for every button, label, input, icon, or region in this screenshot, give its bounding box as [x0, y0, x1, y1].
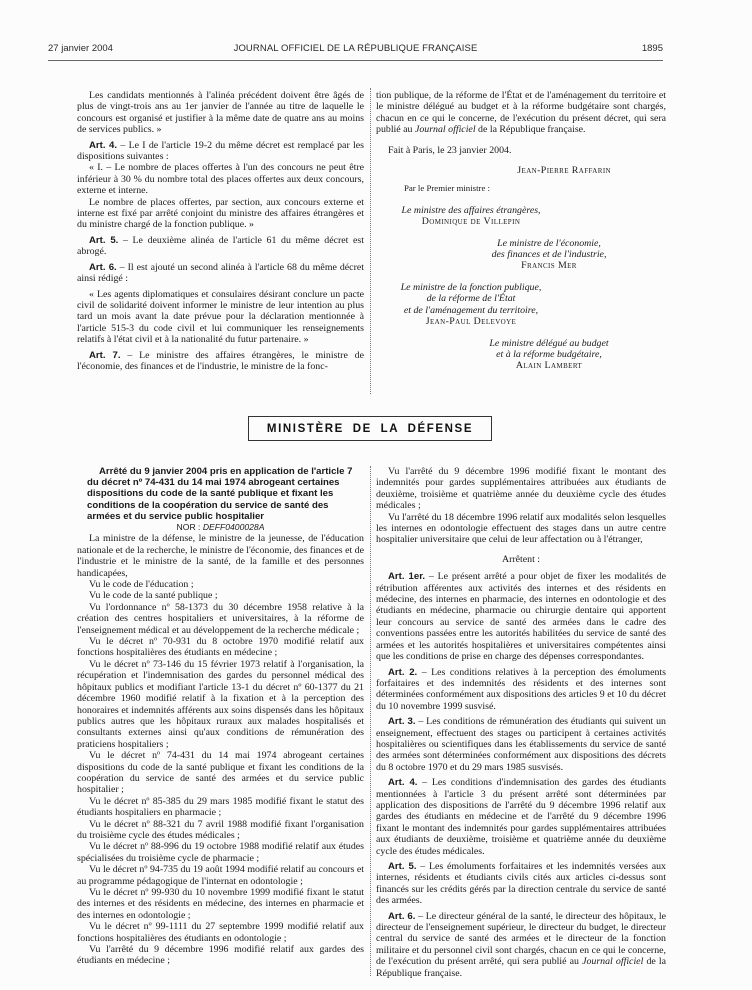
fait-a-paris: Fait à Paris, le 23 janvier 2004.	[388, 144, 512, 156]
visa-item: Vu le décret nº 99-1111 du 27 septembre 1999 modifié relatif aux fonctions hospitalières des étudiants en odontologie ;	[77, 921, 364, 944]
visa-item: Vu le code de la santé publique ;	[89, 590, 218, 602]
signatory-block	[376, 205, 566, 228]
quote: « I. – Le nombre de places offertes à l'un des concours ne peut être inférieur à 30 % du nombre total des places offertes aux deux concours, externe et interne.	[77, 162, 364, 197]
signatory-title: Le ministre de l'économie,	[497, 237, 601, 249]
article-6	[376, 911, 666, 979]
article-text: – Il est ajouté un second alinéa à l'article 68 du même décret ainsi rédigé :	[77, 261, 364, 285]
continuation	[376, 90, 666, 136]
article-label: Art. 4.	[89, 139, 118, 151]
paragraph: Les candidats mentionnés à l'alinéa précédent doivent être âgés de plus de vingt-trois ans au 1er janvier de l'année au titre de laquelle le concours est organisé et justifier à la même date de quatre ans au moins de services publics. »	[77, 90, 364, 136]
article-text: – Le ministre des affaires étrangères, le ministre de l'économie, des finances et de l'industrie, le ministre de la fonc-	[77, 349, 364, 372]
article-4	[77, 140, 364, 163]
signatory-name: Dominique de Villepin	[421, 216, 521, 228]
journal-officiel-ref: Journal officiel	[414, 124, 476, 136]
quote: « Les agents diplomatiques et consulaires désirant conclure un pacte civil de solidarité doivent informer le ministre de leur intention au plus tard un mois avant la date prévue pour la déclaration mentionnée à l'article 515-3 du code civil et lui communiquer les renseignements relatifs à l'état civil et à la nationalité du futur partenaire. »	[77, 288, 364, 346]
article	[376, 777, 666, 857]
article-label: Art. 7.	[89, 349, 121, 361]
visa-item: Vu le décret nº 85-385 du 29 mars 1985 modifié fixant le statut des étudiants hospitaliers en pharmacie ;	[77, 795, 364, 819]
signatory-name: Jean-Pierre Raffarin	[517, 165, 611, 177]
visa-item: Vu l'arrêté du 9 décembre 1996 modifié fixant le montant des indemnités pour gardes supplémentaires attribuées aux étudiants de deuxième, troisième et quatrième année du deuxième cycle des études médicales ;	[376, 466, 666, 512]
article-text: – Les conditions de rémunération des étudiants qui suivent un enseignement, effectuent des stages ou participent à certaines activités hospitalières ou scientifiques dans les établissements du service de santé des armées sont déterminées conformément aux dispositions des décrets du 8 octobre 1970 et du 29 mars 1985 susvisés.	[376, 716, 666, 773]
visa-item: Vu le décret nº 88-996 du 19 octobre 1988 modifié relatif aux études spécialisées du troisième cycle de pharmacie ;	[77, 841, 364, 864]
visa-item: Vu le décret nº 99-930 du 10 novembre 1999 modifié fixant le statut des internes et des résidents en médecine, des internes en pharmacie et des internes en odontologie ;	[77, 887, 364, 921]
visas-list-continued	[376, 466, 666, 546]
visas-list	[77, 579, 364, 967]
article	[376, 571, 666, 662]
signatory-block	[454, 238, 644, 272]
header-rule	[48, 60, 663, 61]
visa-item: Vu le décret nº 74-431 du 14 mai 1974 abrogeant certaines dispositions du code de la santé publique et fixant les conditions de la coopération du service de santé des armées et du service public hospitalier ;	[77, 750, 364, 796]
article-text: de la République française.	[376, 956, 666, 979]
signatory-title: de la réforme de l'État	[426, 293, 516, 305]
visa-item: Vu l'arrêté du 9 décembre 1996 modifié relatif aux gardes des étudiants en médecine ;	[77, 944, 364, 967]
signatory-block	[454, 338, 644, 372]
article-6	[77, 262, 364, 285]
quote: Le nombre de places offertes, par section, aux concours externe et interne est fixé par arrêté conjoint du ministre des affaires étrangères et du ministre chargé de la fonction publique. »	[77, 196, 364, 231]
article-text: – Le présent arrêté a pour objet de fixer les modalités de rétribution afférentes aux activités des internes et des résidents en médecine, des internes en pharmacie, des internes en odontologie et des étudiants en médecine, pharmacie ou chirurgie dentaire qui apportent leur concours au service de santé des armées dans le cadre des conventions passées entre les autorités habilitées du service de santé des armées et les autorités hospitalières et universitaires compétentes ainsi que les conditions de prise en charge des dépenses correspondantes.	[376, 571, 666, 663]
text: de la République française.	[475, 124, 586, 136]
page-header	[48, 43, 663, 59]
visa-item: Vu l'arrêté du 18 décembre 1996 relatif aux modalités selon lesquelles les internes en odontologie effectuent des stages dans un autre centre hospitalier universitaire que celui de leur affectation ou à l'étranger,	[376, 511, 666, 546]
arretent: Arrêtent :	[501, 553, 541, 565]
article-label: Art. 3.	[388, 716, 416, 728]
column-divider	[370, 466, 371, 976]
article-text: – Les émoluments forfaitaires et les indemnités versées aux internes, résidents et étudiants civils cités aux articles ci-dessus sont financés sur les crédits gérés par la direction centrale du service de santé des armées.	[376, 861, 666, 907]
arrete-title: Arrêté du 9 janvier 2004 pris en application de l'article 7 du décret nº 74-431 du 14 mai 1974 abrogeant certaines dispositions du code de la santé publique et fixant les conditions de la coopération du service de santé des armées et du service public hospitalier	[87, 466, 353, 522]
nor-reference	[77, 522, 364, 533]
visa-item: Vu l'ordonnance nº 58-1373 du 30 décembre 1958 relative à la création des centres hospitaliers et universitaires, à la réforme de l'enseignement médical et au développement de la recherche médicale ;	[77, 601, 364, 636]
article	[376, 716, 666, 773]
article-label: Art. 6.	[388, 910, 416, 922]
bottom-left-column	[77, 466, 364, 967]
nor-label: NOR :	[176, 522, 203, 533]
article-text: – Le directeur général de la santé, le directeur des hôpitaux, le directeur de l'enseignement supérieur, le directeur du budget, le directeur central du service de santé des armées et le directeur de la fonction militaire et du personnel civil sont chargés, chacun en ce qui le concerne, de l'exécution du présent arrêté, qui sera publié au	[376, 910, 666, 968]
top-right-column	[376, 90, 666, 372]
article	[376, 667, 666, 713]
signatory-block	[376, 282, 566, 328]
article-5	[77, 235, 364, 258]
article-label: Art. 1er.	[388, 571, 426, 583]
article	[376, 861, 666, 907]
article-text: – Les conditions relatives à la perception des émoluments forfaitaires et des indemnités des résidents et des internes sont déterminées conformément aux dispositions des articles 9 et 10 du décret du 10 novembre 1999 susvisé.	[376, 666, 666, 712]
visa-item: Vu le décret nº 94-735 du 19 août 1994 modifié relatif au concours et au programme pédagogique de l'internat en odontologie ;	[77, 864, 364, 887]
signatories	[376, 205, 666, 372]
signatory-title: et à la réforme budgétaire,	[496, 348, 602, 360]
articles-list	[376, 571, 666, 906]
bottom-right-column	[376, 466, 666, 979]
article-text: – Les conditions d'indemnisation des gardes des étudiants mentionnées à l'article 3 du présent arrêté sont déterminées par application des dispositions de l'arrêté du 9 décembre 1996 relatif aux gardes des étudiants en médecine et de l'arrêté du 9 décembre 1996 fixant le montant des indemnités pour gardes supplémentaires attribuées aux étudiants de deuxième, troisième et quatrième année du deuxième cycle des études médicales.	[376, 777, 666, 857]
signatory-title: et de l'aménagement du territoire,	[403, 304, 539, 316]
journal-officiel-ref: Journal officiel	[582, 956, 644, 968]
ministry-heading: MINISTÈRE DE LA DÉFENSE	[248, 416, 492, 441]
article-text: – Le deuxième alinéa de l'article 61 du même décret est abrogé.	[77, 234, 364, 258]
signatory-title: Le ministre des affaires étrangères,	[401, 204, 541, 216]
journal-title: JOURNAL OFFICIEL DE LA RÉPUBLIQUE FRANÇAISE	[233, 43, 478, 54]
column-divider	[370, 88, 371, 394]
par-le-premier-ministre: Par le Premier ministre :	[404, 183, 490, 194]
page-number: 1895	[641, 43, 663, 54]
article-7	[77, 350, 364, 373]
article-label: Art. 4.	[388, 777, 418, 789]
visa-item: Vu le code de l'éducation ;	[89, 579, 194, 591]
nor-code: DEFF0400028A	[202, 522, 265, 533]
article-label: Art. 5.	[388, 861, 417, 872]
signatory-title: Le ministre délégué au budget	[489, 337, 609, 349]
signatory-name: Jean-Paul Delevoye	[425, 316, 517, 328]
preamble: La ministre de la défense, le ministre de la jeunesse, de l'éducation nationale et de la recherche, le ministre de l'économie, des finances et de l'industrie et le ministre de la santé, de la famille et des personnes handicapées,	[77, 533, 364, 579]
signatory-title: Le ministre de la fonction publique,	[400, 281, 542, 293]
visa-item: Vu le décret nº 73-146 du 15 février 1973 relatif à l'organisation, la récupération et l'indemnisation des gardes du personnel médical des hôpitaux publics et modifiant l'article 13-1 du décret nº 60-1377 du 21 décembre 1960 modifié relatif à la fixation et à la perception des honoraires et indemnités afférents aux soins dispensés dans les hôpitaux publics autres que les hôpitaux ruraux aux malades hospitalisés et consultants externes ainsi qu'aux conditions de rémunération des praticiens hospitaliers ;	[77, 658, 364, 750]
article-label: Art. 2.	[388, 666, 418, 678]
signatory-name: Francis Mer	[521, 260, 577, 272]
top-left-column	[77, 90, 364, 372]
text: tion publique, de la réforme de l'État et de l'aménagement du territoire et le ministre délégué au budget et à la réforme budgétaire sont chargés, chacun en ce qui le concerne, de l'exécution du présent décret, qui sera publié au	[376, 90, 666, 136]
header-date: 27 janvier 2004	[48, 43, 113, 54]
signatory-name: Alain Lambert	[515, 360, 583, 372]
visa-item: Vu le décret nº 88-321 du 7 avril 1988 modifié fixant l'organisation du troisième cycle des études médicales ;	[77, 818, 364, 841]
signatory-title: des finances et de l'industrie,	[491, 249, 607, 261]
article-label: Art. 5.	[89, 234, 119, 246]
visa-item: Vu le décret nº 70-931 du 8 octobre 1970 modifié relatif aux fonctions hospitalières des étudiants en médecine ;	[77, 636, 364, 659]
article-text: – Le I de l'article 19-2 du même décret est remplacé par les dispositions suivantes :	[77, 139, 364, 163]
article-label: Art. 6.	[89, 261, 117, 273]
